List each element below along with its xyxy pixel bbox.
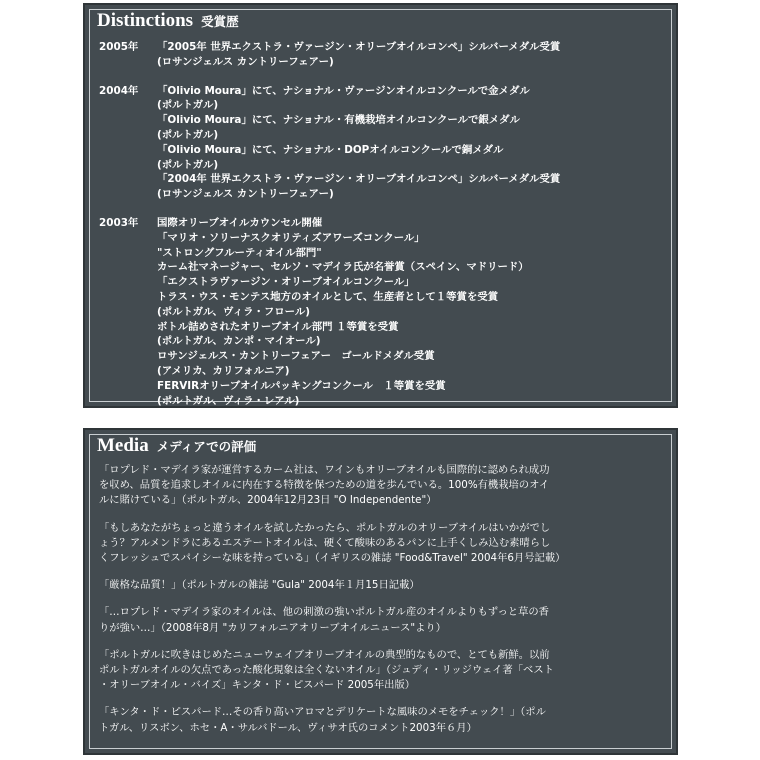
media-quote [99, 521, 664, 567]
quote-line: 「もしあなたがちょっと違うオイルを試したかったら、ポルトガルのオリーブオイルはいかがでし [99, 521, 551, 534]
media-panel [83, 428, 678, 755]
distinctions-panel [83, 3, 678, 408]
quote-line: りが強い…」（2008年8月 "カリフォルニアオリーブオイルニュース"より） [99, 621, 446, 634]
quote-line: ポルトガルオイルの欠点であった酸化現象は全くないオイル」（ジュディ・リッジウェイ著「ベスト [99, 664, 554, 677]
media-quote [99, 648, 664, 694]
award-line: 国際オリーブオイルカウンセル開催 [157, 216, 323, 229]
quote-line: を収め、品質を追求しオイルに内在する特徴を保つための道を歩んでいる。100%有機栽培のオイ [99, 479, 550, 492]
award-year-2004 [99, 84, 666, 202]
award-line: (ポルトガル、カンポ・マイオール) [157, 335, 321, 348]
award-line: (ポルトガル、ヴィラ・レアル) [157, 394, 300, 407]
distinctions-heading [97, 10, 239, 32]
quote-line: ルに賭けている」（ポルトガル、2004年12月23日 "O Independente"） [99, 494, 437, 507]
quote-line: トガル、リスボン、ホセ・A・サルバドール、ヴィサオ氏のコメント2003年６月） [99, 721, 477, 734]
quote-line: 「ロプレド・マデイラ家が運営するカーム社は、ワインもオリーブオイルも国際的に認められ成功 [99, 464, 550, 476]
award-line: 「マリオ・ソリーナスクオリティズアワーズコンクール」 [157, 231, 425, 244]
award-line: 「Olivio Moura」にて、ナショナル・有機栽培オイルコンクールで銀メダル [157, 114, 520, 127]
award-line: 「2004年 世界エクストラ・ヴァージン・オリーブオイルコンペ」シルバーメダル受賞 [157, 173, 561, 186]
award-line: (アメリカ、カリフォルニア) [157, 364, 290, 377]
award-line: 「Olivio Moura」にて、ナショナル・ヴァージンオイルコンクールで金メダル [157, 84, 530, 97]
quote-line: 「…ロプレド・マデイラ家のオイルは、他の刺激の強いポルトガル産のオイルよりもずっと草の香 [99, 606, 549, 619]
media-title-en: Media [97, 435, 149, 456]
distinctions-title-ja: 受賞歴 [201, 14, 239, 29]
award-line: 「2005年 世界エクストラ・ヴァージン・オリーブオイルコンペ」シルバーメダル受賞 [157, 41, 561, 53]
media-heading [97, 435, 256, 457]
award-line: "ストロングフルーティオイル部門" [157, 246, 322, 259]
award-year-2005 [99, 40, 666, 70]
award-line: (ロサンジェルス カントリーフェアー) [157, 55, 334, 68]
media-title-ja: メディアでの評価 [156, 439, 257, 454]
quote-line: 「厳格な品質！」（ポルトガルの雑誌 "Gula" 2004年１月15日記載） [99, 579, 420, 592]
quote-line: 「キンタ・ド・ピスパード…その香り高いアロマとデリケートな風味のメモをチェック！」（ポル [99, 706, 546, 719]
quote-line: ・オリーブオイル・バイズ」キンタ・ド・ピスパード 2005年出版） [99, 679, 416, 692]
award-year-label: 2005年 [99, 41, 139, 53]
media-quote [99, 605, 664, 635]
award-year-2003 [99, 216, 666, 408]
media-quote [99, 705, 664, 735]
quote-line: くフレッシュでスパイシーな味を持っている」（イギリスの雑誌 "Food&Travel" 2004年6月号記載） [99, 552, 566, 565]
award-line: (ポルトガル) [157, 99, 219, 112]
award-line: カーム社マネージャー、セルソ・マデイラ氏が名誉賞（スペイン、マドリード） [157, 261, 529, 274]
quote-line: ょう？アルメンドラにあるエステートオイルは、硬くて酸味のあるパンに上手くしみ込む素晴らし [99, 536, 551, 549]
award-year-label: 2004年 [99, 84, 139, 97]
award-line: FERVIRオリーブオイルパッキングコンクール １等賞を受賞 [157, 379, 446, 392]
award-year-label: 2003年 [99, 216, 139, 229]
media-quote [99, 463, 664, 509]
media-quotes [99, 463, 664, 736]
awards-list [99, 40, 666, 408]
award-line: 「エクストラヴァージン・オリーブオイルコンクール」 [157, 276, 415, 289]
award-line: ボトル詰めされたオリーブオイル部門 １等賞を受賞 [157, 320, 399, 333]
award-line: トラス・ウス・モンテス地方のオイルとして、生産者として１等賞を受賞 [157, 290, 499, 303]
award-line: (ポルトガル) [157, 158, 219, 171]
media-quote [99, 578, 664, 593]
distinctions-title-en: Distinctions [97, 10, 194, 31]
award-line: (ポルトガル) [157, 128, 219, 141]
award-line: 「Olivio Moura」にて、ナショナル・DOPオイルコンクールで銅メダル [157, 143, 504, 156]
quote-line: 「ポルトガルに吹きはじめたニューウェイブオリーブオイルの典型的なもので、とても新鮮。以前 [99, 648, 550, 661]
award-line: (ポルトガル、ヴィラ・フロール) [157, 305, 310, 318]
award-line: (ロサンジェルス カントリーフェアー) [157, 188, 334, 201]
award-line: ロサンジェルス・カントリーフェアー ゴールドメダル受賞 [157, 350, 435, 363]
